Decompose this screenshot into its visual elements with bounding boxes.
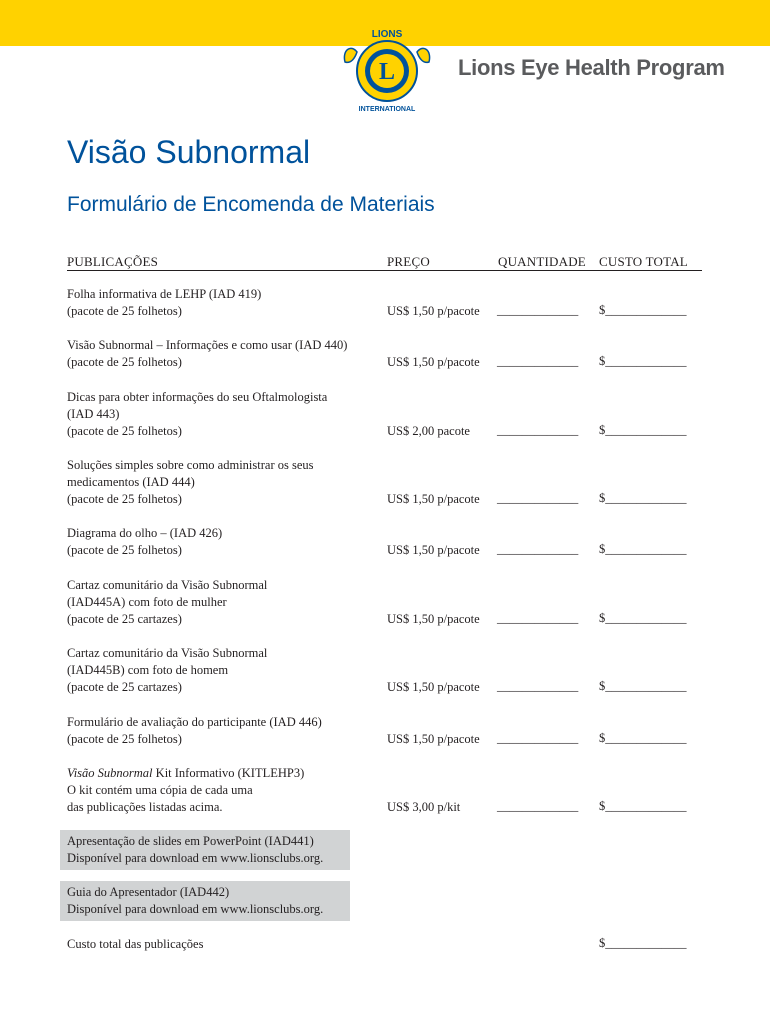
quantity-field[interactable]: _____________ — [497, 731, 579, 745]
item-description: Visão Subnormal – Informações e como usar (IAD 440) (pacote de 25 folhetos) — [67, 338, 348, 369]
item-description: Soluções simples sobre como administrar os seus medicamentos (IAD 444) (pacote de 25 folhetos) — [67, 458, 314, 506]
column-header-total: CUSTO TOTAL — [599, 254, 688, 269]
item-price: US$ 1,50 p/pacote — [387, 732, 480, 746]
lions-logo — [337, 22, 437, 120]
grand-total-field[interactable]: $_____________ — [599, 936, 687, 950]
quantity-field[interactable]: _____________ — [497, 679, 579, 693]
total-field[interactable]: $_____________ — [599, 679, 687, 693]
total-field[interactable]: $_____________ — [599, 799, 687, 813]
quantity-field[interactable]: _____________ — [497, 611, 579, 625]
total-field[interactable]: $_____________ — [599, 731, 687, 745]
total-label: Custo total das publicações — [67, 937, 204, 951]
kit-title-rest: Kit Informativo (KITLEHP3) — [152, 766, 305, 780]
header-rule — [67, 270, 702, 271]
quantity-field[interactable]: _____________ — [497, 303, 579, 317]
total-field[interactable]: $_____________ — [599, 491, 687, 505]
total-field[interactable]: $_____________ — [599, 611, 687, 625]
item-price: US$ 1,50 p/pacote — [387, 680, 480, 694]
item-price: US$ 2,00 pacote — [387, 424, 470, 438]
item-price: US$ 1,50 p/pacote — [387, 612, 480, 626]
total-field[interactable]: $_____________ — [599, 423, 687, 437]
logo-top-text: LIONS — [371, 29, 403, 40]
total-field[interactable]: $_____________ — [599, 542, 687, 556]
logo-bottom-text: INTERNATIONAL — [358, 106, 416, 113]
kit-title-italic: Visão Subnormal — [67, 766, 153, 780]
page-subtitle: Formulário de Encomenda de Materiais — [67, 193, 435, 216]
page-title: Visão Subnormal — [67, 134, 311, 170]
note-powerpoint: Apresentação de slides em PowerPoint (IAD441) Disponível para download em www.lionsclubs.org. — [67, 834, 324, 865]
total-field[interactable]: $_____________ — [599, 303, 687, 317]
kit-description: Visão Subnormal Kit Informativo (KITLEHP3) O kit contém uma cópia de cada uma das publicações listadas acima. — [67, 766, 305, 814]
column-header-quantity: QUANTIDADE — [498, 254, 586, 269]
column-header-price: PREÇO — [387, 254, 430, 269]
item-price: US$ 1,50 p/pacote — [387, 543, 480, 557]
item-description: Formulário de avaliação do participante (IAD 446) (pacote de 25 folhetos) — [67, 715, 322, 746]
item-price: US$ 1,50 p/pacote — [387, 492, 480, 506]
total-field[interactable]: $_____________ — [599, 354, 687, 368]
item-description: Folha informativa de LEHP (IAD 419) (pacote de 25 folhetos) — [67, 287, 262, 318]
note-presenter-guide: Guia do Apresentador (IAD442) Disponível para download em www.lionsclubs.org. — [67, 885, 324, 916]
item-price: US$ 1,50 p/pacote — [387, 304, 480, 318]
item-description: Cartaz comunitário da Visão Subnormal (IAD445B) com foto de homem (pacote de 25 cartazes) — [67, 646, 268, 694]
item-description: Cartaz comunitário da Visão Subnormal (IAD445A) com foto de mulher (pacote de 25 cartazes) — [67, 578, 268, 626]
quantity-field[interactable]: _____________ — [497, 423, 579, 437]
quantity-field[interactable]: _____________ — [497, 354, 579, 368]
quantity-field[interactable]: _____________ — [497, 542, 579, 556]
logo-letter: L — [378, 59, 396, 85]
item-description: Diagrama do olho – (IAD 426) (pacote de 25 folhetos) — [67, 526, 223, 557]
item-price: US$ 1,50 p/pacote — [387, 355, 480, 369]
item-price: US$ 3,00 p/kit — [387, 800, 461, 814]
column-header-publications: PUBLICAÇÕES — [67, 254, 159, 269]
item-description: Dicas para obter informações do seu Oftalmologista (IAD 443) (pacote de 25 folhetos) — [67, 390, 328, 438]
quantity-field[interactable]: _____________ — [497, 799, 579, 813]
quantity-field[interactable]: _____________ — [497, 491, 579, 505]
program-name: Lions Eye Health Program — [458, 55, 725, 80]
